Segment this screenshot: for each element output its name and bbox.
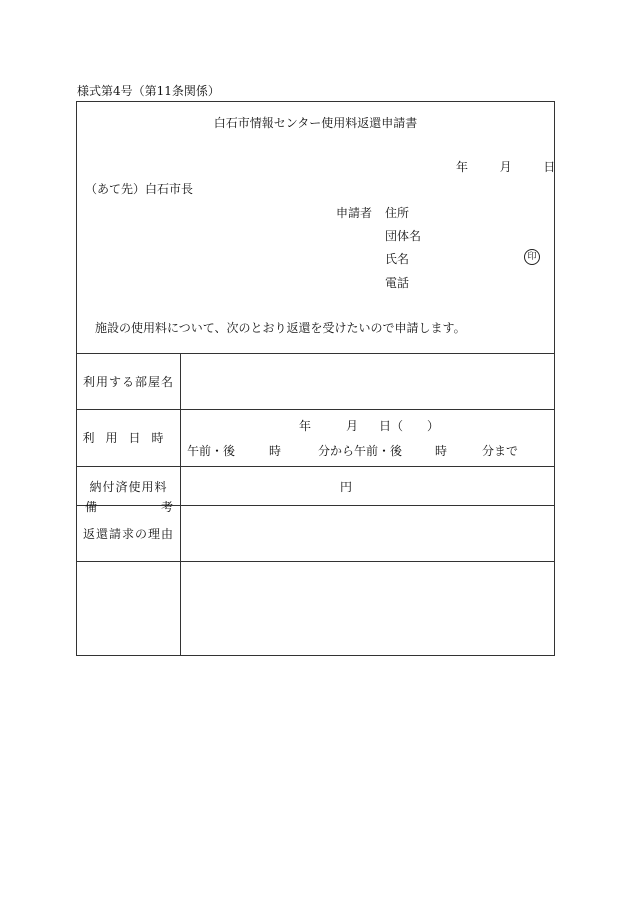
- usage-end-minute-label: 分まで: [482, 444, 519, 458]
- paid-fee-unit: 円: [340, 480, 353, 494]
- reason-label: 返還請求の理由: [82, 527, 174, 541]
- application-form: [76, 101, 555, 656]
- divider: [77, 466, 554, 467]
- date-month-label: 月: [499, 160, 512, 174]
- usage-start-hour-label: 時: [269, 444, 282, 458]
- applicant-label: 申請者: [336, 206, 373, 220]
- divider: [77, 353, 554, 354]
- date-line: [456, 160, 555, 174]
- applicant-address-label: 住所: [385, 206, 410, 220]
- date-day-label: 日: [543, 160, 556, 174]
- usage-datetime-label: 利用日時: [82, 431, 175, 445]
- applicant-group-label: 団体名: [385, 229, 422, 243]
- usage-year-label: 年: [299, 419, 312, 433]
- form-number: 様式第4号（第11条関係）: [77, 84, 220, 98]
- usage-from-label: 分から午前・後: [318, 444, 403, 458]
- addressee: （あて先）白石市長: [85, 182, 194, 196]
- remarks-label-char-2: 考: [160, 500, 173, 514]
- room-label: 利用する部屋名: [82, 375, 174, 389]
- usage-month-label: 月: [346, 419, 359, 433]
- date-year-label: 年: [456, 160, 469, 174]
- seal-mark: 印: [524, 249, 540, 265]
- remarks-label: [85, 500, 173, 514]
- label-column-divider: [180, 353, 181, 656]
- paid-fee-label: 納付済使用料: [89, 480, 168, 494]
- usage-start-ampm: 午前・後: [187, 444, 236, 458]
- usage-day-label: 日（ ）: [379, 419, 440, 433]
- applicant-name-label: 氏名: [385, 252, 410, 266]
- divider: [77, 409, 554, 410]
- remarks-label-char-1: 備: [85, 500, 98, 514]
- divider: [77, 561, 554, 562]
- form-title: 白石市情報センター使用料返還申請書: [213, 116, 418, 130]
- application-statement: 施設の使用料について、次のとおり返還を受けたいので申請します。: [95, 321, 466, 335]
- applicant-phone-label: 電話: [385, 276, 410, 290]
- usage-end-hour-label: 時: [435, 444, 448, 458]
